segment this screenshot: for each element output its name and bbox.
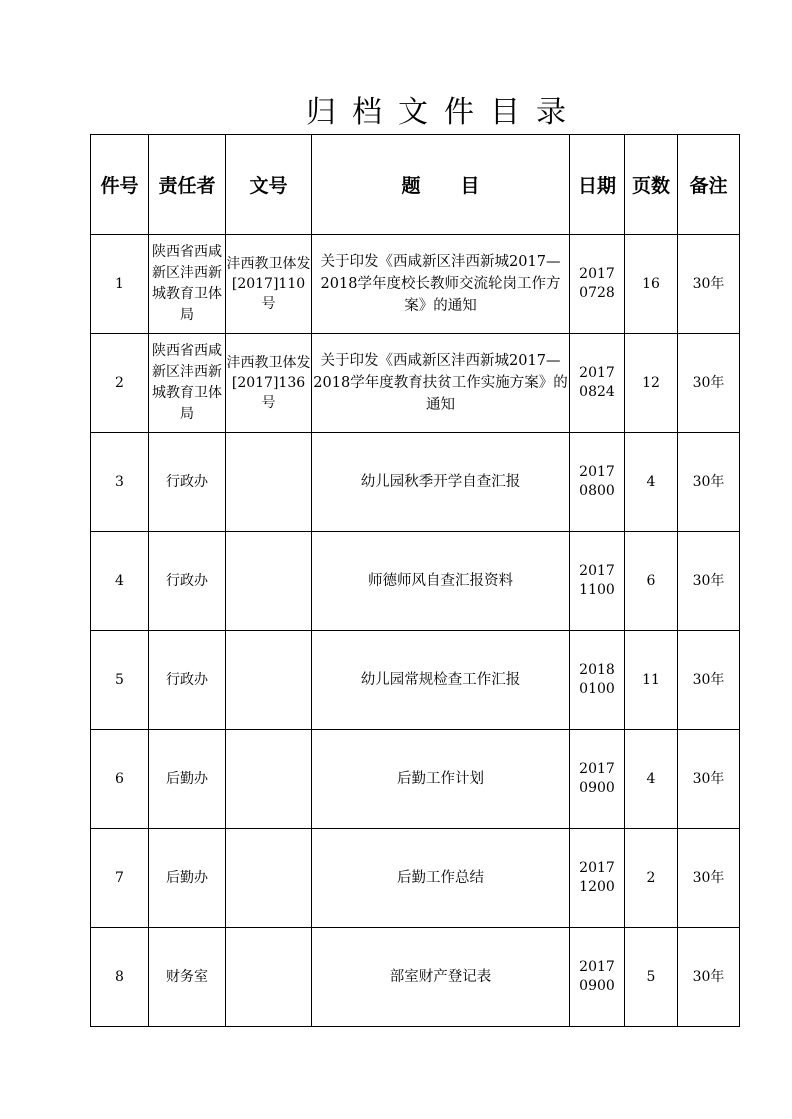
cell-pages: 5: [625, 928, 678, 1027]
cell-author: 财务室: [149, 928, 226, 1027]
header-title: [312, 135, 570, 235]
cell-date-md: 1200: [579, 879, 615, 895]
cell-pages: 4: [625, 433, 678, 532]
cell-title: 幼儿园常规检查工作汇报: [312, 631, 570, 730]
cell-pages: 6: [625, 532, 678, 631]
cell-date-year: 2017: [579, 563, 615, 579]
cell-remarks: 30年: [678, 334, 740, 433]
cell-author: 行政办: [149, 433, 226, 532]
cell-date-year: 2017: [579, 959, 615, 975]
cell-remarks: 30年: [678, 433, 740, 532]
cell-date-md: 1100: [579, 582, 615, 598]
cell-date: [570, 532, 625, 631]
cell-number: 7: [91, 829, 149, 928]
cell-author: 后勤办: [149, 829, 226, 928]
cell-remarks: 30年: [678, 928, 740, 1027]
cell-number: 1: [91, 235, 149, 334]
cell-pages: 11: [625, 631, 678, 730]
cell-date: [570, 334, 625, 433]
cell-doc-number: [226, 928, 312, 1027]
table-row: [91, 235, 740, 334]
cell-title: 关于印发《西咸新区沣西新城2017—2018学年度教育扶贫工作实施方案》的通知: [312, 334, 570, 433]
cell-doc-number: [226, 532, 312, 631]
table-row: [91, 928, 740, 1027]
cell-doc-number: 沣西教卫体发[2017]110号: [226, 235, 312, 334]
cell-date-md: 0824: [579, 384, 615, 400]
cell-title: 后勤工作总结: [312, 829, 570, 928]
cell-doc-number: [226, 433, 312, 532]
cell-date-md: 0100: [579, 681, 615, 697]
cell-doc-number: [226, 730, 312, 829]
cell-number: 8: [91, 928, 149, 1027]
table-row: [91, 730, 740, 829]
cell-date-md: 0728: [579, 285, 615, 301]
table-body: [91, 235, 740, 1027]
cell-pages: 2: [625, 829, 678, 928]
cell-author: 陕西省西咸新区沣西新城教育卫体局: [149, 235, 226, 334]
cell-title: 后勤工作计划: [312, 730, 570, 829]
table-row: [91, 433, 740, 532]
cell-date: [570, 631, 625, 730]
table-row: [91, 334, 740, 433]
cell-date-year: 2017: [579, 266, 615, 282]
page-title: 归档文件目录: [306, 95, 582, 130]
cell-date-year: 2017: [579, 464, 615, 480]
table-row: [91, 532, 740, 631]
cell-date-md: 0800: [579, 483, 615, 499]
header-title-part2: 目: [460, 175, 480, 197]
cell-title: 师德师风自查汇报资料: [312, 532, 570, 631]
cell-date-md: 0900: [579, 780, 615, 796]
cell-title: 关于印发《西咸新区沣西新城2017—2018学年度校长教师交流轮岗工作方案》的通知: [312, 235, 570, 334]
cell-date: [570, 829, 625, 928]
cell-date-md: 0900: [579, 978, 615, 994]
cell-remarks: 30年: [678, 532, 740, 631]
header-row: [91, 135, 740, 235]
cell-date-year: 2017: [579, 860, 615, 876]
cell-title: 部室财产登记表: [312, 928, 570, 1027]
cell-doc-number: [226, 631, 312, 730]
header-pages: 页数: [625, 135, 678, 235]
cell-date-year: 2017: [579, 365, 615, 381]
cell-pages: 4: [625, 730, 678, 829]
cell-title: 幼儿园秋季开学自查汇报: [312, 433, 570, 532]
cell-date-year: 2017: [579, 761, 615, 777]
cell-doc-number: 沣西教卫体发[2017]136号: [226, 334, 312, 433]
header-title-part1: 题: [401, 175, 421, 197]
cell-date: [570, 928, 625, 1027]
cell-pages: 12: [625, 334, 678, 433]
cell-number: 2: [91, 334, 149, 433]
cell-number: 4: [91, 532, 149, 631]
cell-date: [570, 235, 625, 334]
cell-doc-number: [226, 829, 312, 928]
header-number: 件号: [91, 135, 149, 235]
cell-number: 5: [91, 631, 149, 730]
cell-pages: 16: [625, 235, 678, 334]
cell-remarks: 30年: [678, 235, 740, 334]
header-remarks: 备注: [678, 135, 740, 235]
cell-remarks: 30年: [678, 829, 740, 928]
cell-remarks: 30年: [678, 730, 740, 829]
cell-date: [570, 433, 625, 532]
cell-number: 3: [91, 433, 149, 532]
table-header: [91, 135, 740, 235]
cell-number: 6: [91, 730, 149, 829]
cell-author: 行政办: [149, 532, 226, 631]
cell-remarks: 30年: [678, 631, 740, 730]
header-doc-number: 文号: [226, 135, 312, 235]
table-row: [91, 631, 740, 730]
cell-date: [570, 730, 625, 829]
archive-catalog-table: [90, 134, 740, 1027]
cell-date-year: 2018: [579, 662, 615, 678]
table-row: [91, 829, 740, 928]
cell-author: 陕西省西咸新区沣西新城教育卫体局: [149, 334, 226, 433]
header-author: 责任者: [149, 135, 226, 235]
header-date: 日期: [570, 135, 625, 235]
cell-author: 行政办: [149, 631, 226, 730]
cell-author: 后勤办: [149, 730, 226, 829]
